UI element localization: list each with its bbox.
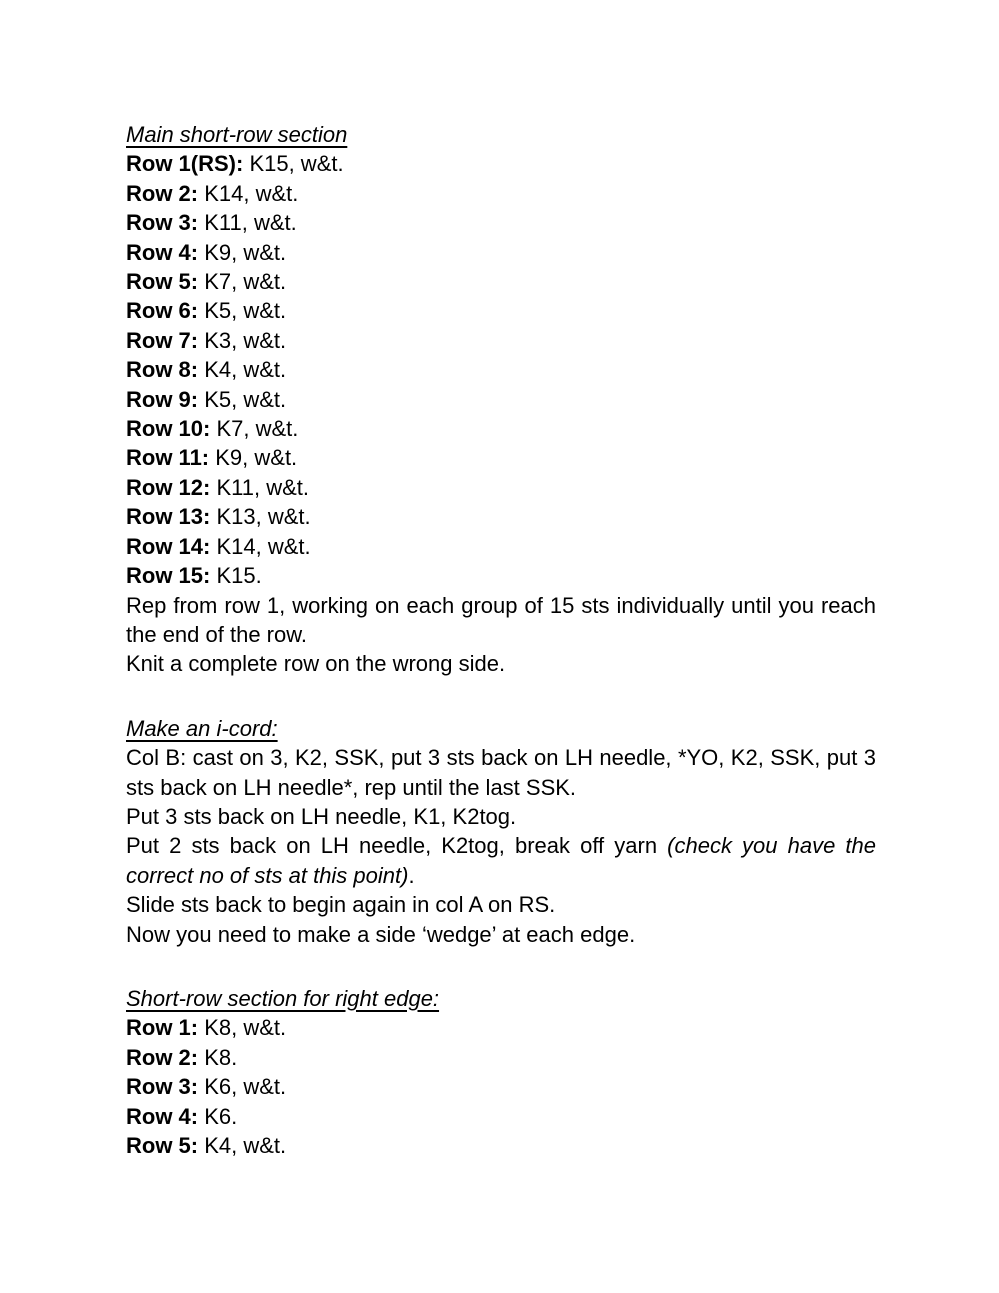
row-label: Row 6:	[126, 298, 199, 324]
section-right-edge	[126, 984, 876, 1160]
row-instruction	[126, 355, 876, 384]
section-heading: Make an i-cord:	[126, 715, 278, 741]
instruction-text: Put 2 sts back on LH needle, K2tog, break off yarn	[126, 833, 668, 859]
i-cord-instruction-4: Slide sts back to begin again in col A on RS.	[126, 892, 556, 918]
row-instruction	[126, 385, 876, 414]
document-page	[126, 120, 876, 1160]
i-cord-instruction-2: Put 3 sts back on LH needle, K1, K2tog.	[126, 803, 517, 829]
row-text: K4, w&t.	[198, 1133, 287, 1158]
row-instruction	[126, 267, 876, 296]
row-text: K7, w&t.	[198, 269, 287, 295]
row-instruction	[126, 561, 876, 590]
row-instruction	[126, 238, 876, 267]
row-text: K3, w&t.	[198, 327, 287, 353]
row-text: K14, w&t.	[210, 533, 311, 559]
section-main-short-row	[126, 120, 876, 679]
row-label: Row 2:	[126, 180, 199, 206]
row-instruction	[126, 208, 876, 237]
row-label: Row 10:	[126, 416, 211, 442]
row-text: K9, w&t.	[209, 445, 298, 471]
row-instruction	[126, 443, 876, 472]
row-text: K4, w&t.	[198, 357, 287, 383]
row-instruction	[126, 326, 876, 355]
row-text: K7, w&t.	[210, 416, 299, 442]
row-label: Row 7:	[126, 327, 199, 353]
row-instruction	[126, 414, 876, 443]
row-instruction	[126, 149, 876, 178]
i-cord-instruction-1: Col B: cast on 3, K2, SSK, put 3 sts back on LH needle, *YO, K2, SSK, put 3 sts back on LH needle*, rep until the last SSK.	[126, 745, 876, 800]
row-label: Row 9:	[126, 386, 199, 412]
section-gap	[126, 949, 876, 984]
row-text: K15, w&t.	[243, 151, 344, 177]
row-instruction	[126, 1043, 876, 1072]
section-i-cord	[126, 714, 876, 949]
row-label: Row 3:	[126, 210, 199, 236]
row-label: Row 12:	[126, 474, 211, 500]
row-instruction	[126, 1072, 876, 1101]
row-label: Row 2:	[126, 1044, 199, 1070]
row-instruction	[126, 1102, 876, 1131]
row-label: Row 1:	[126, 1015, 199, 1041]
row-text: K14, w&t.	[198, 180, 299, 206]
row-label: Row 15:	[126, 563, 211, 589]
row-label: Row 4:	[126, 1103, 199, 1129]
row-label: Row 5:	[126, 269, 199, 295]
row-text: K15.	[210, 563, 262, 589]
row-instruction	[126, 473, 876, 502]
i-cord-instruction-3	[126, 831, 876, 890]
section-heading: Main short-row section	[126, 122, 348, 147]
row-text: K6, w&t.	[198, 1074, 287, 1100]
row-instruction	[126, 532, 876, 561]
row-instruction	[126, 179, 876, 208]
instruction-end: .	[408, 862, 415, 888]
row-instruction	[126, 1131, 876, 1160]
row-label: Row 8:	[126, 357, 199, 383]
row-text: K11, w&t.	[210, 474, 309, 500]
row-label: Row 11:	[126, 445, 210, 471]
row-label: Row 5:	[126, 1133, 199, 1158]
row-instruction	[126, 296, 876, 325]
instruction-note: (check you have the correct no of sts at this point)	[126, 833, 876, 888]
row-label: Row 13:	[126, 504, 211, 530]
repeat-instruction: Rep from row 1, working on each group of 15 sts individually until you reach the end of the row.	[126, 592, 876, 647]
row-text: K11, w&t.	[198, 210, 297, 236]
i-cord-instruction-5: Now you need to make a side ‘wedge’ at each edge.	[126, 921, 636, 947]
row-text: K13, w&t.	[210, 504, 311, 530]
row-text: K8.	[198, 1044, 238, 1070]
row-instruction	[126, 1013, 876, 1042]
row-label: Row 1(RS):	[126, 151, 244, 177]
row-label: Row 14:	[126, 533, 211, 559]
row-text: K5, w&t.	[198, 386, 287, 412]
row-text: K5, w&t.	[198, 298, 287, 324]
row-label: Row 3:	[126, 1074, 199, 1100]
row-instruction	[126, 502, 876, 531]
row-text: K9, w&t.	[198, 239, 287, 265]
row-text: K6.	[198, 1103, 238, 1129]
section-gap	[126, 679, 876, 714]
row-label: Row 4:	[126, 239, 199, 265]
section-heading: Short-row section for right edge:	[126, 985, 440, 1011]
row-list	[126, 149, 876, 590]
knit-instruction: Knit a complete row on the wrong side.	[126, 651, 506, 677]
row-list	[126, 1013, 876, 1160]
row-text: K8, w&t.	[198, 1015, 287, 1041]
